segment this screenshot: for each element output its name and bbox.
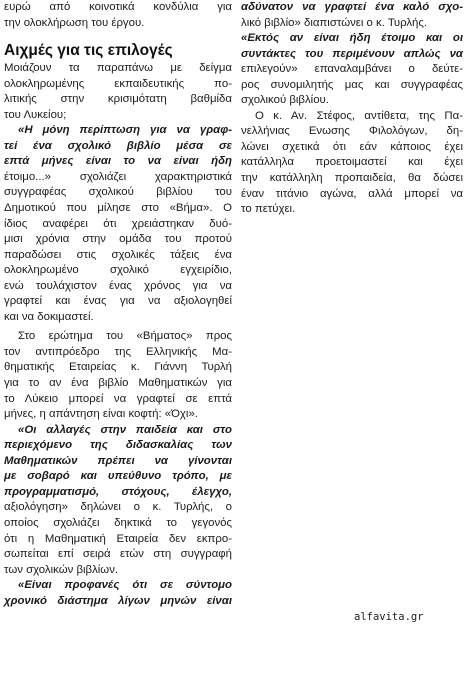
text-line: περιεχόμενο της διδασκαλίας των: [4, 439, 232, 452]
text-line: παραδώσει στις σχολικές τάξεις ένα: [4, 248, 232, 261]
text-line: γραφτεί και ένας για να αξιολογηθεί: [4, 295, 232, 308]
text-line: «Οι αλλαγές στην παιδεία και στο: [18, 423, 232, 436]
text-line: σχολικού βιβλίου.: [241, 94, 329, 107]
text-line: οποίος σχολιάζει δηκτικά το γεγονός: [4, 516, 232, 529]
text-line: Μοιάζουν τα παραπάνω με δείγμα: [4, 62, 232, 75]
left-body-text: [4, 61, 232, 609]
text-line: αξιολόγηση» δηλώνει ο κ. Τυρλής, ο: [4, 501, 232, 514]
text-line: των σχολικών βιβλίων.: [4, 563, 119, 576]
text-line: θηματικής Εταιρείας κ. Γιάννη Τυρλή: [4, 361, 232, 374]
text-line: για το αν ένα βιβλίο Μαθηματικών για: [4, 377, 232, 390]
text-line: αδύνατον να γραφτεί ένα καλό σχο-: [241, 1, 463, 13]
text-line: Δημοτικού που μίλησε στο «Βήμα». Ο: [4, 202, 232, 215]
text-line: λιτικής στην κρισιμότατη βαθμίδα: [4, 93, 232, 106]
text-line: ρος συνομιλητής μας και συγγραφέας: [241, 78, 463, 91]
text-line: «Εκτός αν είναι ήδη έτοιμο και οι: [241, 32, 463, 45]
text-line: Ο κ. Αν. Στέφος, αντίθετα, της Πα-: [255, 109, 463, 122]
text-line: επτά μήνες είναι το να είναι ήδη: [4, 155, 232, 168]
text-line: «Είναι προφανές ότι σε σύντομο: [18, 579, 232, 592]
text-line: του Λυκείου;: [4, 108, 67, 121]
text-line: χρονικό διάστημα λίγων μηνών είναι: [4, 594, 232, 607]
text-line: ότι η Μαθηματική Εταιρεία δεν εκπρο-: [4, 532, 232, 545]
section-heading: Αιχμές για τις επιλογές: [4, 42, 173, 60]
text-line: λώνει σχετικά ότι εάν κάποιος έχει: [241, 140, 463, 153]
text-line: έτοιμο...» σχολιάζει χαρακτηριστικά: [4, 170, 232, 183]
text-line: επιλεγούν» επαναλαμβάνει ο δεύτε-: [241, 63, 463, 76]
text-line: νελλήνιας Ενωσης Φιλολόγων, δη-: [241, 125, 463, 138]
text-line: ίδιος αναφέρει ότι χρειάστηκαν δυό-: [4, 217, 232, 230]
text-line: προγραμματισμό, στόχους, έλεγχο,: [4, 485, 232, 498]
text-line: την κατάλληλη προπαιδεία, θα δώσει: [241, 172, 463, 185]
text-line: το Λύκειο μπορεί να γραφτεί σε επτά: [4, 392, 232, 405]
text-line: μισι χρόνια στην ομάδα του προτού: [4, 233, 232, 246]
text-line: κατάλληλα προετοιμαστεί και έχει: [241, 156, 463, 169]
text-line: ολοκληρωμένης εκπαιδευτικής πο-: [4, 77, 232, 90]
text-line: Μαθηματικών πρέπει να γίνονται: [4, 454, 232, 467]
left-column: [4, 0, 232, 609]
text-line: τον αντιπρόεδρο της Ελληνικής Μα-: [4, 345, 232, 358]
right-column: [241, 0, 463, 218]
text-line: το πετύχει.: [241, 203, 296, 216]
text-line: τεί ένα σχολικό βιβλίο μέσα σε: [4, 139, 232, 152]
text-line: συγγραφέας σχολικού βιβλίου του: [4, 186, 232, 199]
text-line: ολοκληρωμένο σχολικό εγχειρίδιο,: [4, 264, 232, 277]
text-line: λικό βιβλίο» διαπιστώνει ο κ. Τυρλής.: [241, 16, 428, 29]
text-line: Στο ερώτημα του «Βήματος» προς: [18, 330, 232, 343]
text-line: και να δοκιμαστεί.: [4, 310, 94, 323]
watermark-text: alfavita.gr: [354, 611, 424, 623]
text-line: με σοβαρό και υπεύθυνο τρόπο, με: [4, 470, 232, 483]
text-line: ενώ τουλάχιστον ένας χρόνος για να: [4, 279, 232, 292]
text-line: «Η μόνη περίπτωση για να γραφ-: [18, 124, 232, 137]
right-body-text: [241, 0, 463, 218]
intro-line: την ολοκλήρωση του έργου.: [4, 16, 145, 29]
text-line: συντάκτες του περιμένουν απλώς να: [241, 47, 463, 60]
text-line: μήνες, η απάντηση είναι κοφτή: «Όχι».: [4, 408, 198, 421]
intro-line: ευρώ από κοινοτικά κονδύλια για: [4, 1, 232, 13]
text-line: έναν τιτάνιο αγώνα, αλλά μπορεί να: [241, 187, 463, 200]
text-line: σωπείται επί σειρά ετών στη συγγραφή: [4, 548, 232, 561]
